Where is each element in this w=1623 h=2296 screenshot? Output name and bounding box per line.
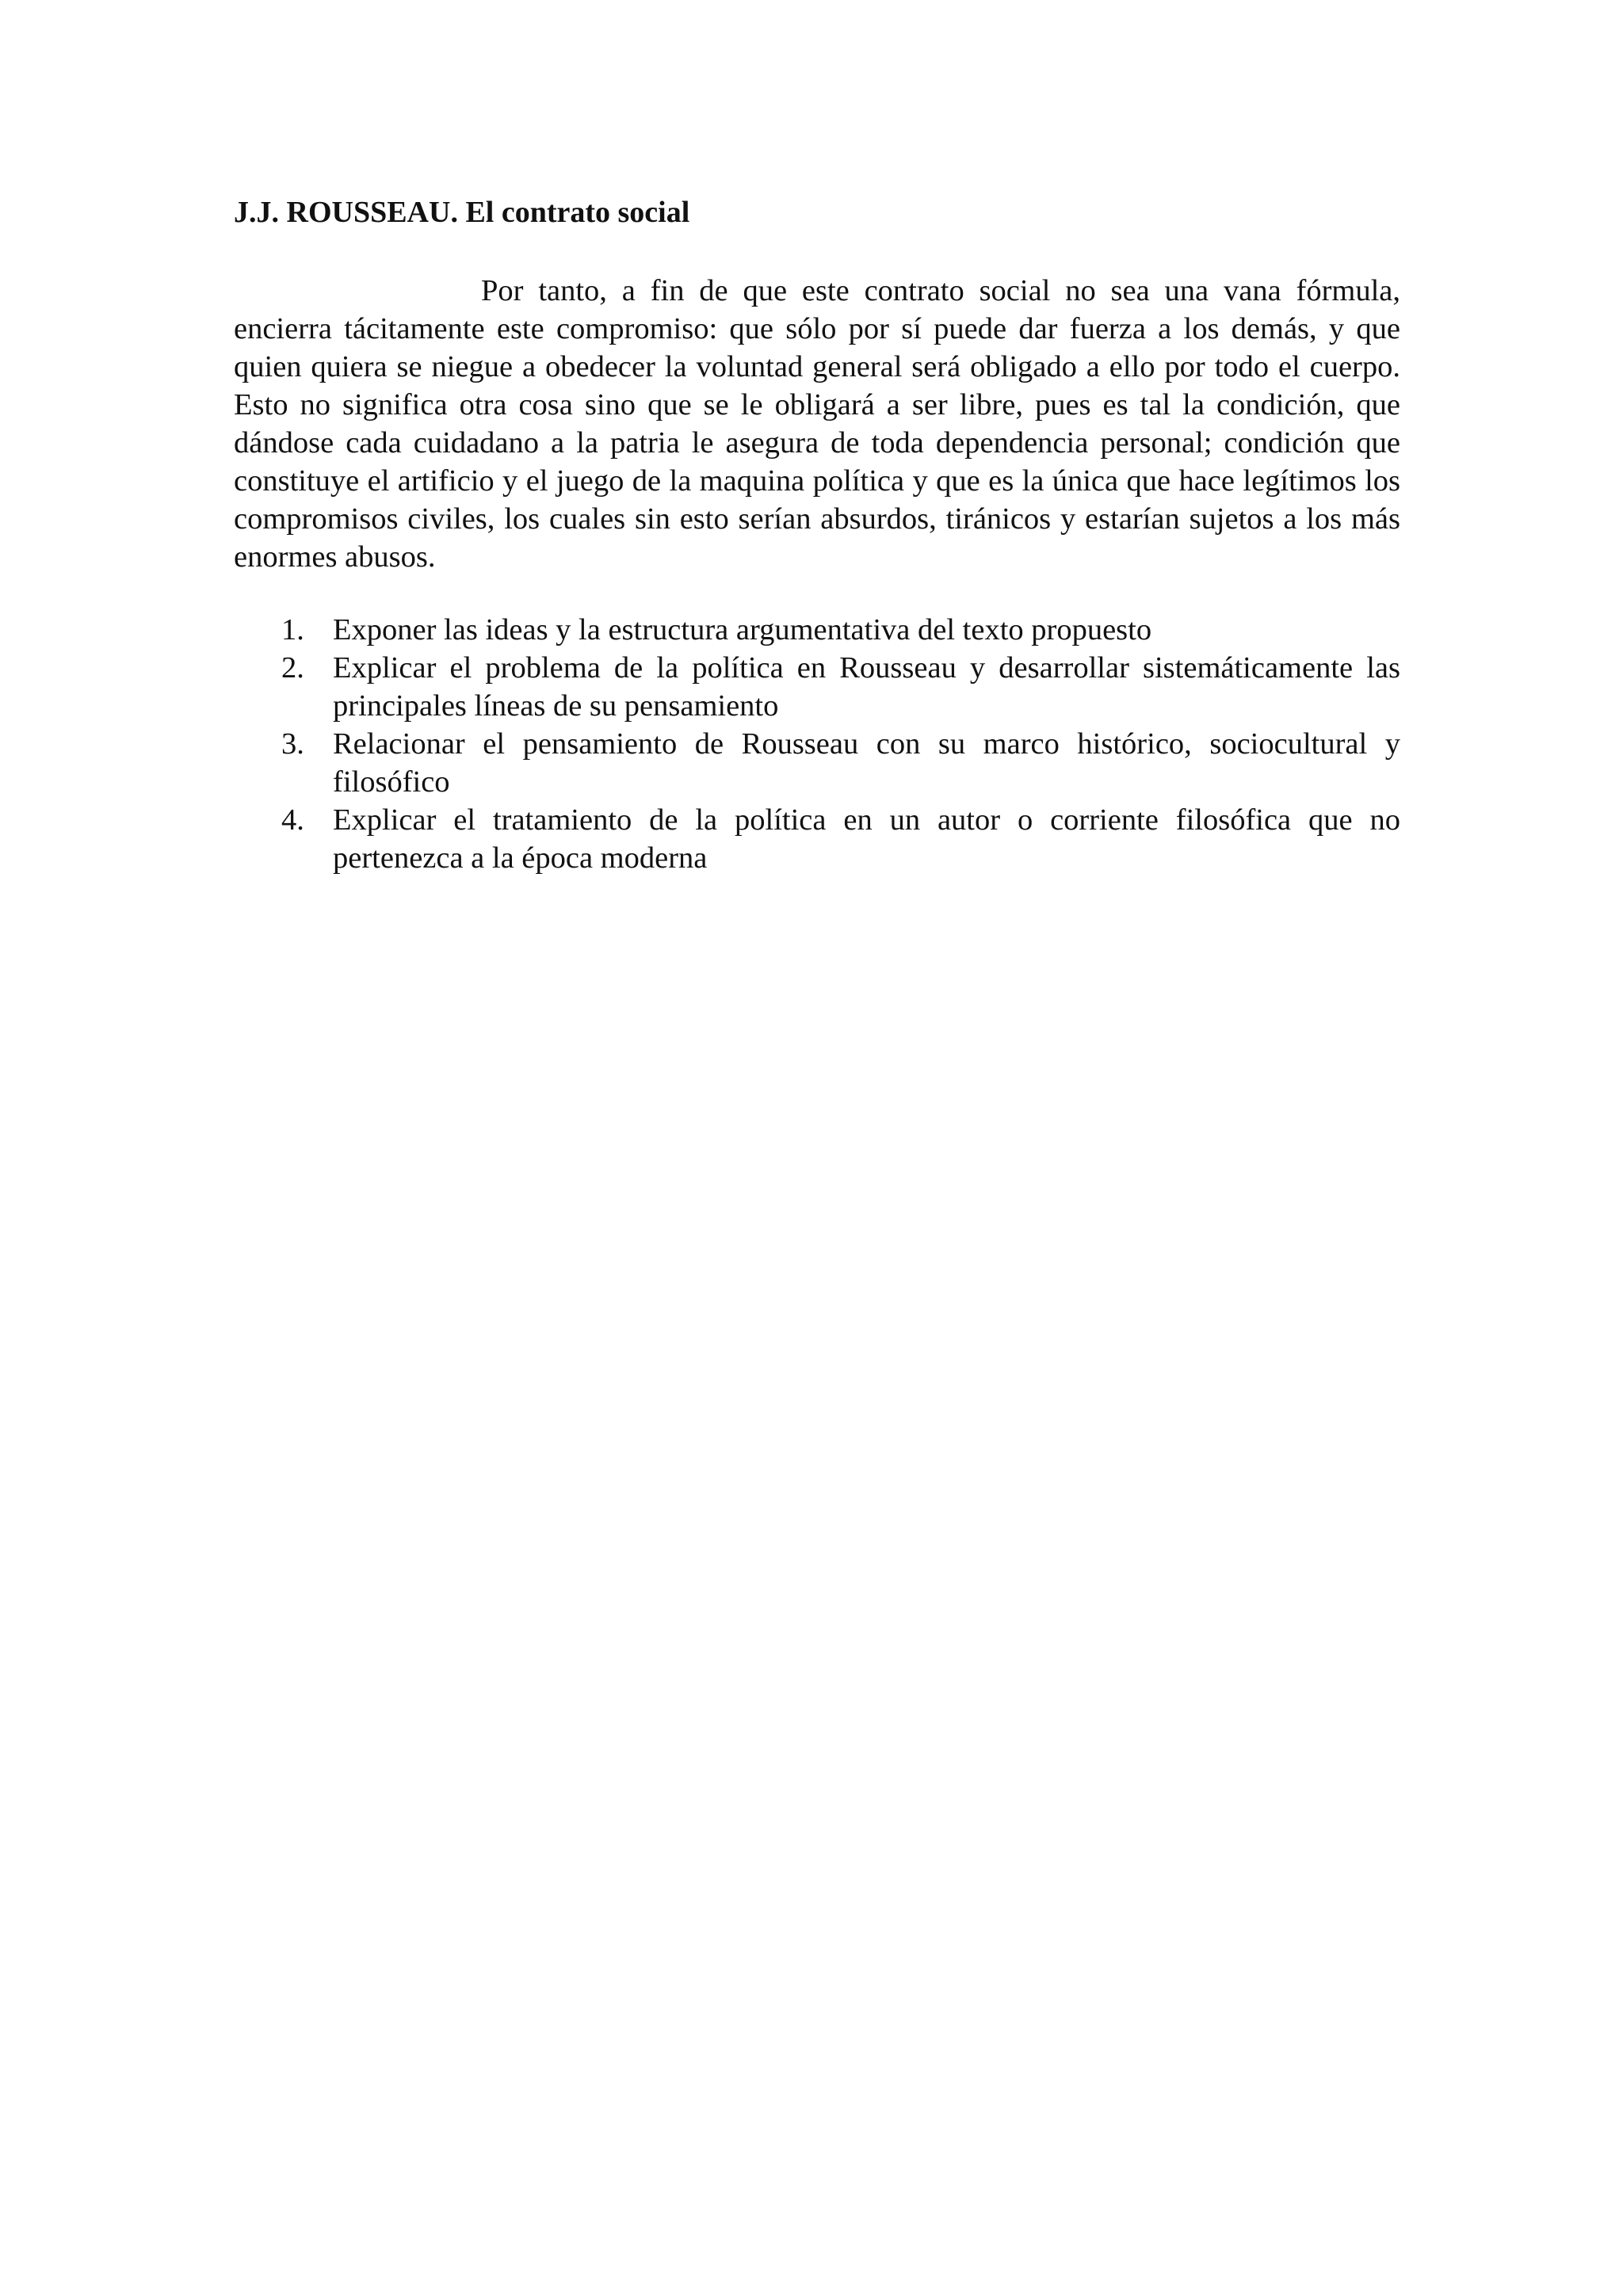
question-text: Relacionar el pensamiento de Rousseau con su marco histórico, sociocultural y filosófico [333,727,1400,799]
question-number: 1. [281,613,304,646]
question-item [234,801,1400,877]
question-number: 2. [281,651,304,685]
question-number: 3. [281,727,304,761]
question-text: Explicar el problema de la política en Rousseau y desarrollar sistemáticamente las principales líneas de su pensamiento [333,651,1400,723]
question-list [234,611,1400,877]
question-text: Explicar el tratamiento de la política en un autor o corriente filosófica que no pertenezca a la época moderna [333,803,1400,875]
question-item [234,649,1400,725]
question-item [234,611,1400,649]
document-title: J.J. ROUSSEAU. El contrato social [234,196,690,229]
text-passage: Por tanto, a fin de que este contrato social no sea una vana fórmula, encierra tácitamente este compromiso: que sólo por sí puede dar fuerza a los demás, y que quien quiera se niegue a obedecer la voluntad general será obligado a ello por todo el cuerpo. Esto no significa otra cosa sino que se le obligará a ser libre, pues es tal la condición, que dándose cada cuidadano a la patria le asegura de toda dependencia personal; condición que constituye el artificio y el juego de la maquina política y que es la única que hace legítimos los compromisos civiles, los cuales sin esto serían absurdos, tiránicos y estarían sujetos a los más enormes abusos. [234,274,1400,574]
question-number: 4. [281,803,304,837]
question-item [234,725,1400,801]
question-text: Exponer las ideas y la estructura argumentativa del texto propuesto [333,613,1152,646]
